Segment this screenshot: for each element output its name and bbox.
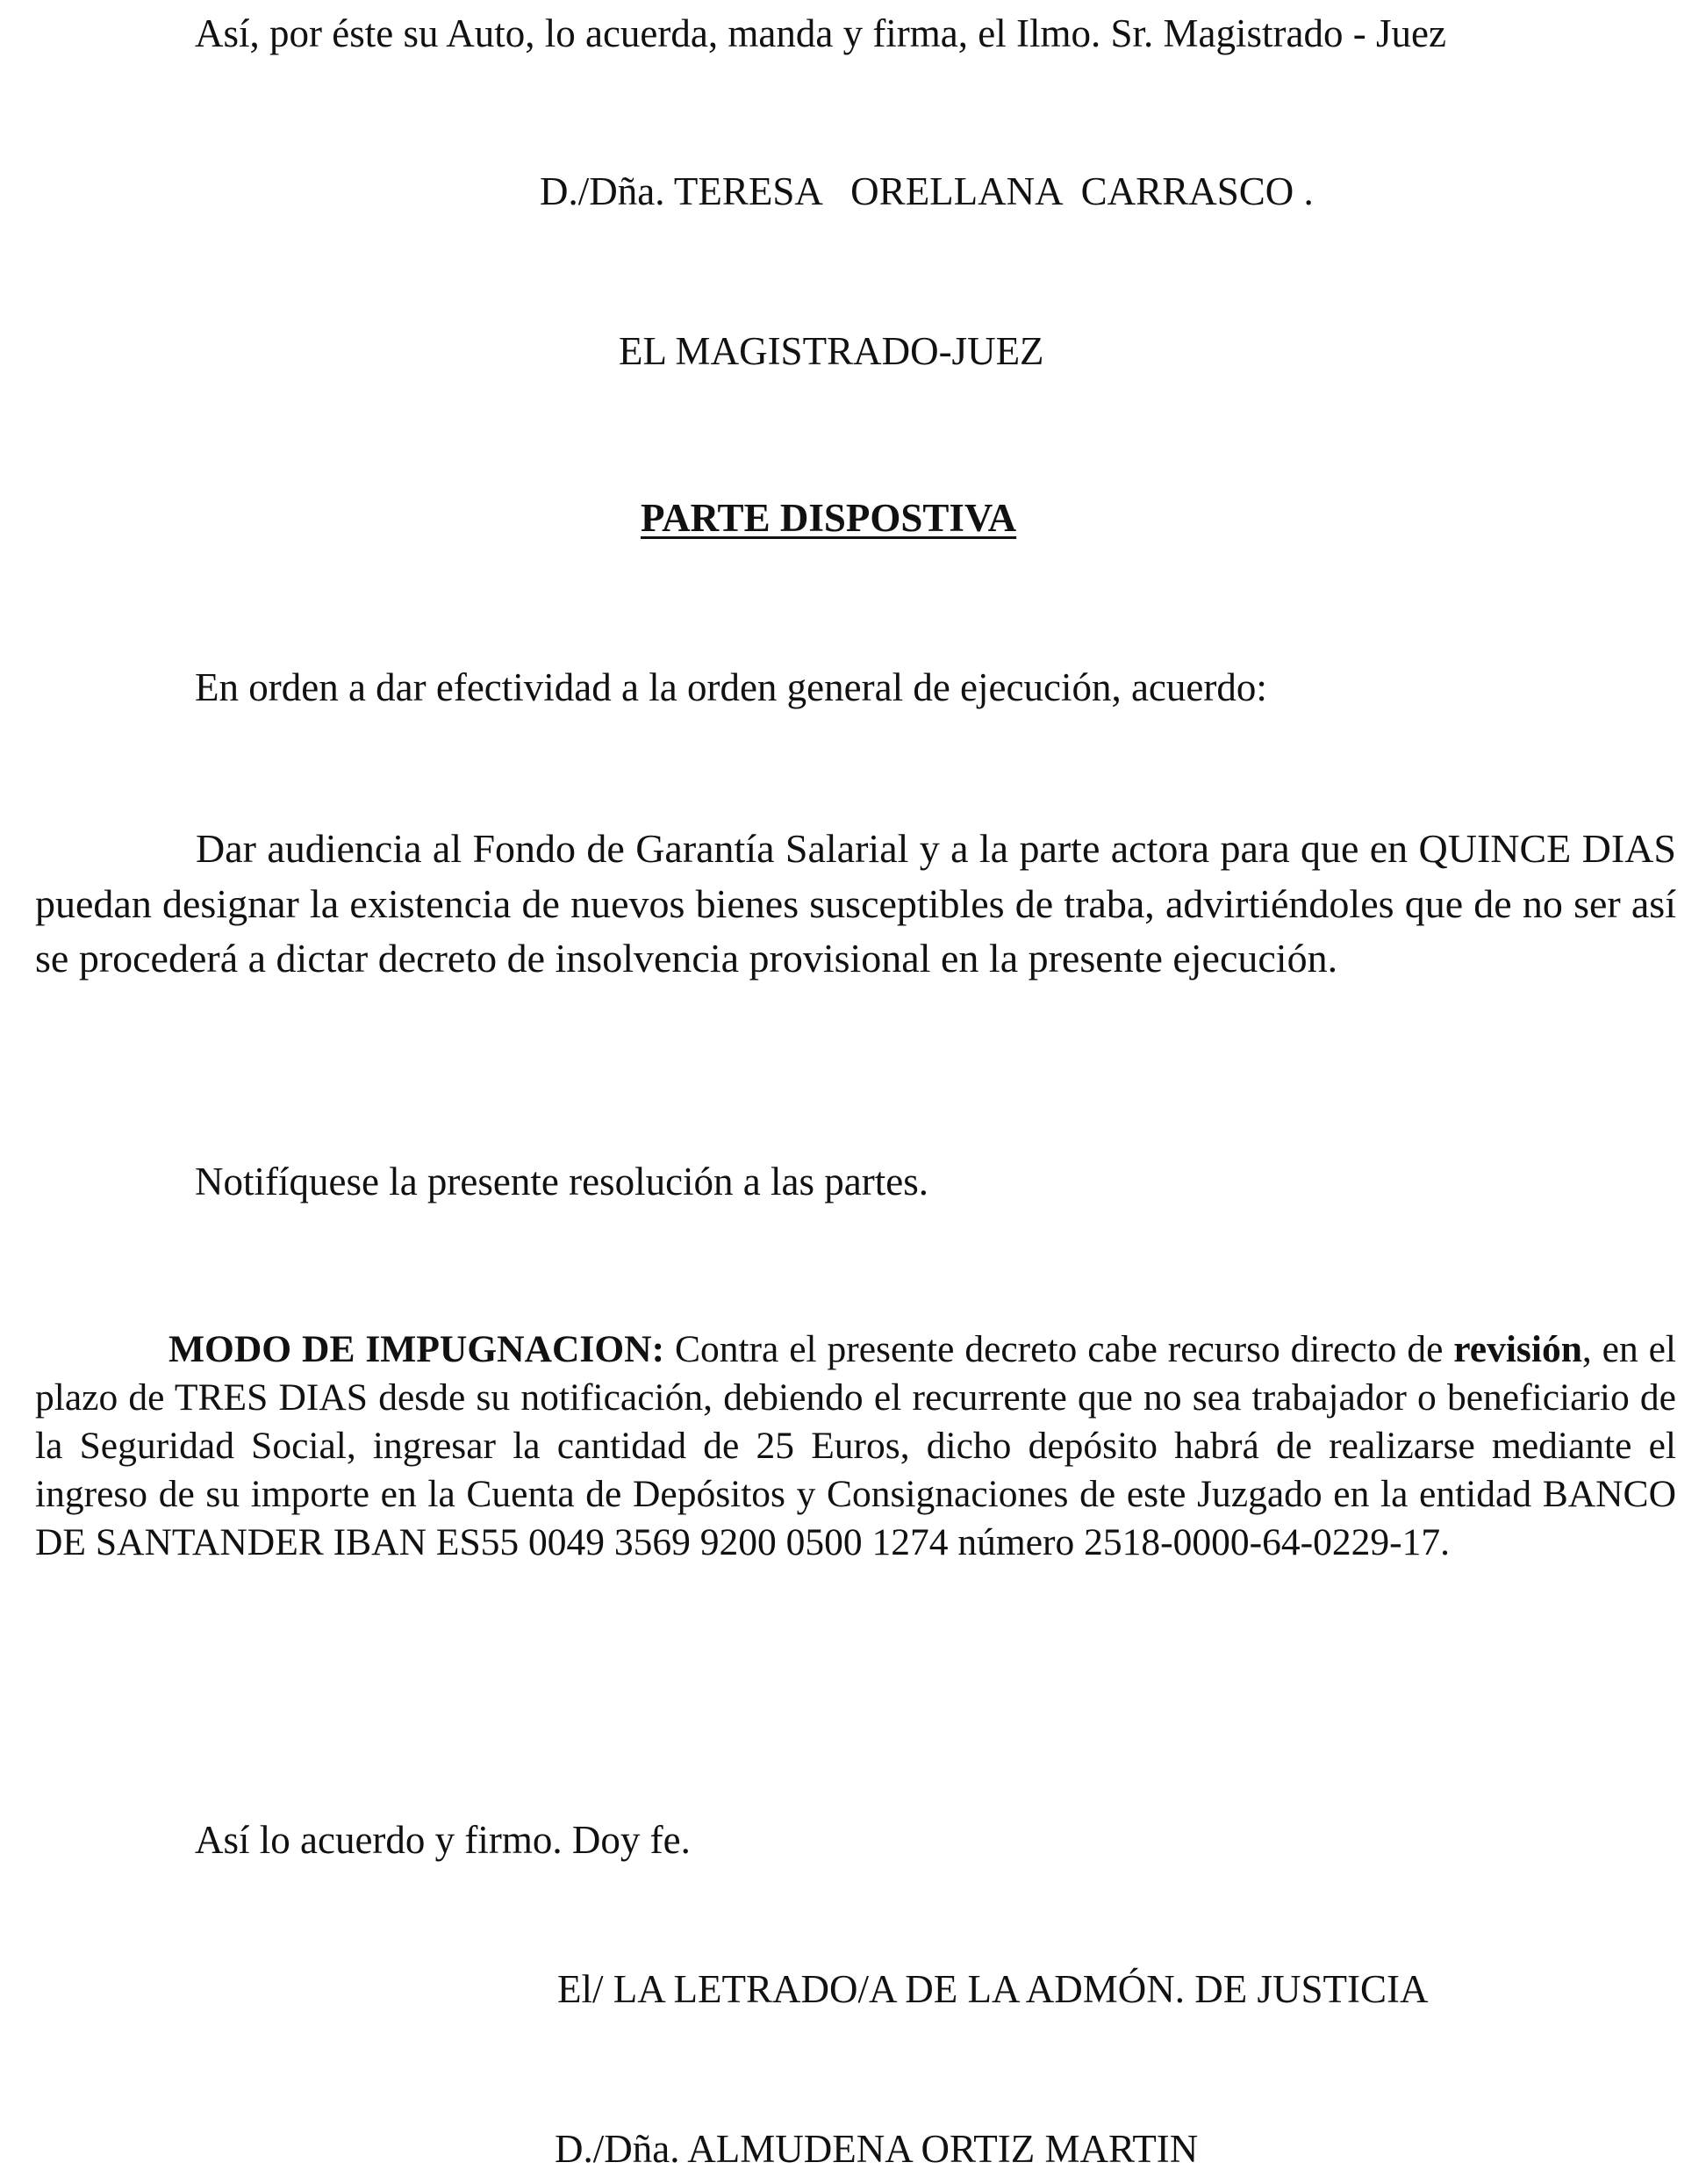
appeal-label: MODO DE IMPUGNACION:: [168, 1328, 665, 1370]
order-intro: En orden a dar efectividad a la orden general de ejecución, acuerdo:: [195, 665, 1267, 709]
hearing-paragraph: Dar audiencia al Fondo de Garantía Salarial y a la parte actora para que en QUINCE DIAS puedan designar la existencia de nuevos bienes susceptibles de traba, advirtiéndoles que de no ser así se procederá a dictar decreto de insolvencia provisional en la presente ejecución.: [35, 826, 1676, 981]
appeal-text-after: , en el plazo de TRES DIAS desde su notificación, debiendo el recurrente que no sea trabajador o beneficiario de la Seguridad Social, ingresar la cantidad de 25 Euros, dicho depósito habrá de realizarse mediante el ingreso de su importe en la Cuenta de Depósitos y Consignaciones de este Juzgado en la entidad BANCO DE SANTANDER IBAN ES55 0049 3569 9200 0500 1274 número 2518-0000-64-0229-17.: [35, 1328, 1676, 1563]
intro-line: Así, por éste su Auto, lo acuerda, manda y firma, el Ilmo. Sr. Magistrado - Juez: [195, 11, 1446, 55]
closing-line: Así lo acuerdo y firmo. Doy fe.: [195, 1818, 691, 1862]
appeal-paragraph: [35, 1325, 1676, 1567]
clerk-name: D./Dña. ALMUDENA ORTIZ MARTIN: [555, 2127, 1199, 2171]
clerk-title: El/ LA LETRADO/A DE LA ADMÓN. DE JUSTICIA: [557, 1967, 1429, 2011]
appeal-bold-word: revisión: [1453, 1328, 1582, 1370]
section-heading: PARTE DISPOSTIVA: [641, 496, 1017, 540]
appeal-text-before: Contra el presente decreto cabe recurso directo de: [664, 1328, 1454, 1370]
judge-title: EL MAGISTRADO-JUEZ: [619, 329, 1044, 373]
notify-line: Notifíquese la presente resolución a las partes.: [195, 1160, 928, 1203]
judge-name: D./Dña. TERESA ORELLANA CARRASCO .: [540, 169, 1314, 213]
